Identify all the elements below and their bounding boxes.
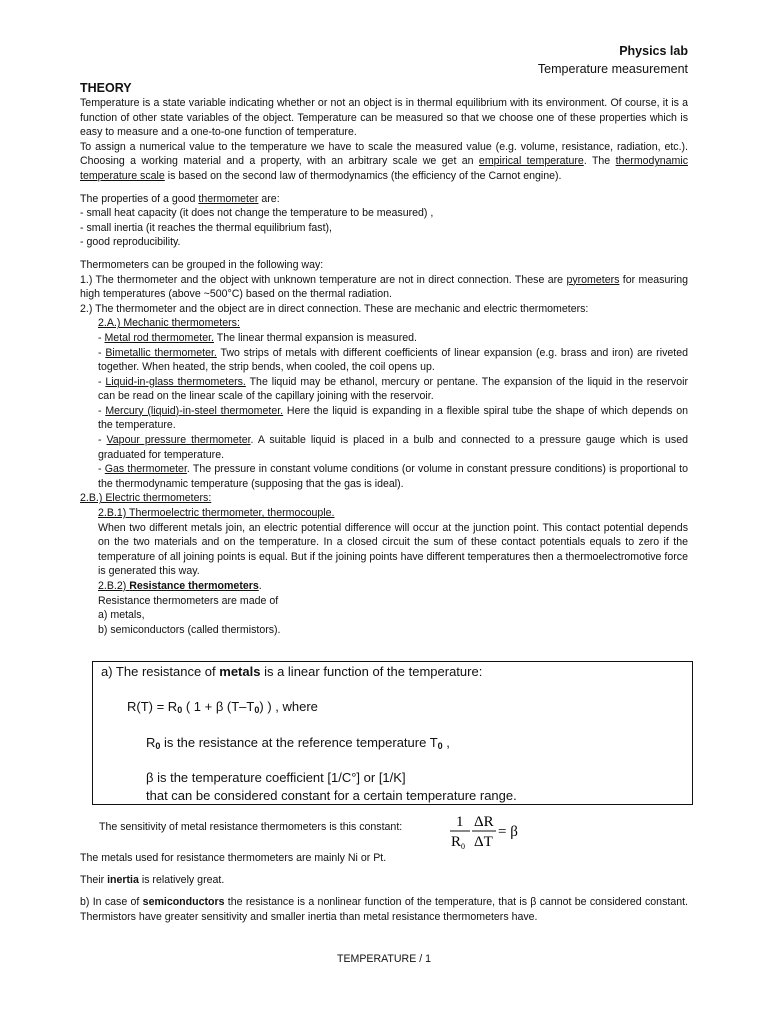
mechanic-heading-text: 2.A.) Mechanic thermometers:: [98, 317, 240, 330]
box-line-1: [101, 665, 482, 680]
document-body: [80, 80, 688, 637]
text-run: R: [146, 735, 156, 750]
mechanic-item: [80, 462, 688, 491]
property-item: - good reproducibility.: [80, 236, 181, 249]
text-run: ,: [442, 735, 450, 750]
group-2: 2.) The thermometer and the object are in direct connection. These are mechanic and electric thermometers:: [80, 302, 589, 315]
term-pyrometers: pyrometers: [566, 273, 620, 286]
document-header: [538, 42, 688, 78]
dash: -: [98, 434, 107, 447]
resistance-formula: [127, 700, 318, 718]
resistance-heading-text: [98, 580, 259, 592]
resistance-line: b) semiconductors (called thermistors).: [98, 623, 281, 636]
sensitivity-formula: [448, 812, 528, 852]
text-run: the resistance is a nonlinear function of the temperature, that is β cannot be considered constant. Thermistors have greater sensitivity and smaller inertia than metal resistance thermometers have.: [80, 896, 688, 923]
dash: -: [98, 463, 105, 476]
text-run: . A suitable liquid is placed in a bulb and connected to a pressure gauge which is used graduated for temperature.: [98, 434, 688, 461]
mechanic-heading: [80, 316, 688, 331]
metals-line: The metals used for resistance thermometers are mainly Ni or Pt.: [80, 852, 387, 864]
term: Bimetallic thermometer.: [105, 346, 217, 359]
properties-lead: [80, 192, 688, 207]
text-run: for measuring high temperatures (above ~500°C) based on the thermal radiation.: [80, 273, 688, 301]
frac2-denominator: ΔT: [474, 834, 493, 850]
term: Metal rod thermometer.: [104, 331, 214, 344]
term: Liquid-in-glass thermometers.: [105, 375, 246, 388]
frac1-sub: 0: [461, 842, 465, 851]
text-run: inertia: [107, 874, 139, 886]
electric-heading-text: 2.B.) Electric thermometers:: [80, 492, 212, 505]
text-run: semiconductors: [142, 896, 225, 908]
text-run: is the resistance at the reference temperature T: [160, 735, 438, 750]
text-run: 2.B.2): [98, 580, 130, 592]
dash: -: [98, 331, 105, 344]
mechanic-item: [80, 433, 688, 462]
dash: -: [98, 375, 106, 388]
frac1-denominator: R: [451, 834, 462, 850]
beta-definition-1: β is the temperature coefficient [1/C°] or [1/K]: [146, 770, 406, 785]
r0-definition: [146, 736, 450, 754]
sensitivity-text: The sensitivity of metal resistance thermometers is this constant:: [99, 821, 403, 833]
thermocouple-heading-text: 2.B.1) Thermoelectric thermometer, thermocouple.: [98, 507, 335, 520]
mechanic-item: [80, 375, 688, 404]
text-run: The properties of a good: [80, 192, 199, 205]
text-run: Two strips of metals with different coefficients of linear expansion (e.g. brass and iron) are riveted together. When heated, the strip bends, when cooled, the coil opens up.: [98, 346, 688, 374]
mechanic-item: [80, 346, 688, 375]
text-run: ( 1 + β (T–T: [182, 699, 255, 714]
inertia-line: [80, 873, 688, 888]
dash: -: [98, 346, 106, 359]
formula-box: [92, 661, 693, 805]
subscript: 0: [254, 705, 260, 715]
page-footer: TEMPERATURE / 1: [337, 953, 431, 965]
text-run: b) In case of: [80, 896, 143, 908]
subscript: 0: [437, 741, 443, 751]
text-run: The liquid may be ethanol, mercury or pentane. The expansion of the liquid in the reservoir can be read on the linear scale of the capillary joining with the reservoir.: [98, 375, 688, 403]
text-run: metals: [219, 664, 261, 679]
text-run: ) ) , where: [259, 699, 318, 714]
text-run: Resistance thermometers: [129, 580, 259, 592]
group-1: [80, 273, 688, 302]
term: Vapour pressure thermometer: [106, 434, 251, 447]
text-run: are:: [258, 192, 280, 205]
term: Gas thermometer: [104, 463, 187, 476]
resistance-heading: [80, 579, 688, 594]
mechanic-item: [80, 404, 688, 433]
text-run: 1.) The thermometer and the object with unknown temperature are not in direct connection. These are: [80, 273, 567, 286]
text-run: . The pressure in constant volume conditions (or volume in constant pressure conditions) is proportional to the thermodynamic temperature (supposing that the gas is ideal).: [98, 463, 688, 490]
text-run: .: [258, 580, 262, 592]
text-run: Here the liquid is expanding in a flexible spiral tube the shape of which depends on the temperature.: [98, 404, 688, 432]
thermocouple-text: When two different metals join, an electric potential difference will occur at the junction point. This contact potential depends on the two materials and on the temperature. In a closed circuit the sum of these contact potentials equals to zero if the temperature of all joining points is equal. But if the joining points have different temperatures then a thermoelectromotive force is generated this way.: [98, 521, 688, 578]
frac2-numerator: ΔR: [474, 814, 494, 830]
frac1-numerator: 1: [456, 814, 464, 830]
subscript: 0: [155, 741, 161, 751]
property-item: - small inertia (it reaches the thermal equilibrium fast),: [80, 221, 332, 234]
text-run: To assign a numerical value to the temperature we have to scale the measured value (e.g. volume, resistance, radiation, etc.). Choosing a working material and a property, with an arbitrary scale we get an: [80, 140, 688, 168]
electric-heading: [80, 491, 688, 506]
property-item: - small heat capacity (it does not change the temperature to be measured) ,: [80, 207, 434, 220]
intro-paragraph-1: Temperature is a state variable indicating whether or not an object is in thermal equilibrium with its environment. Of course, it is a function of other state variables of the object. Temperature can be measured so that we choose one of these properties which is easy to measure and a one-to-one function of temperature.: [80, 97, 688, 139]
frac-rhs: = β: [498, 824, 518, 840]
term-thermometer: thermometer: [198, 192, 259, 205]
beta-definition-2: that can be considered constant for a certain temperature range.: [146, 788, 517, 803]
mechanic-item: [80, 331, 688, 346]
text-run: Their: [80, 874, 108, 886]
text-run: is a linear function of the temperature:: [260, 664, 483, 679]
header-title: Physics lab: [619, 44, 688, 58]
intro-paragraph-2: [80, 140, 688, 184]
groups-lead: Thermometers can be grouped in the following way:: [80, 258, 324, 271]
term: Mercury (liquid)-in-steel thermometer.: [105, 404, 284, 417]
thermocouple-heading: [80, 506, 688, 521]
text-run: R(T) = R: [127, 699, 178, 714]
text-run: is based on the second law of thermodynamics (the efficiency of the Carnot engine).: [164, 169, 562, 182]
semiconductor-paragraph: [80, 895, 688, 924]
text-run: a) The resistance of: [101, 664, 220, 679]
header-subtitle: Temperature measurement: [537, 62, 688, 76]
resistance-line: a) metals,: [98, 609, 145, 622]
link-thermodynamic-scale: thermodynamic temperature scale: [80, 155, 688, 182]
text-run: is relatively great.: [138, 874, 225, 886]
link-empirical-temperature: empirical temperature: [478, 155, 584, 168]
text-run: The linear thermal expansion is measured.: [214, 331, 417, 344]
resistance-line: Resistance thermometers are made of: [98, 594, 279, 607]
subscript: 0: [177, 705, 183, 715]
section-title: THEORY: [80, 81, 132, 95]
text-run: . The: [583, 155, 616, 168]
dash: -: [98, 404, 106, 417]
